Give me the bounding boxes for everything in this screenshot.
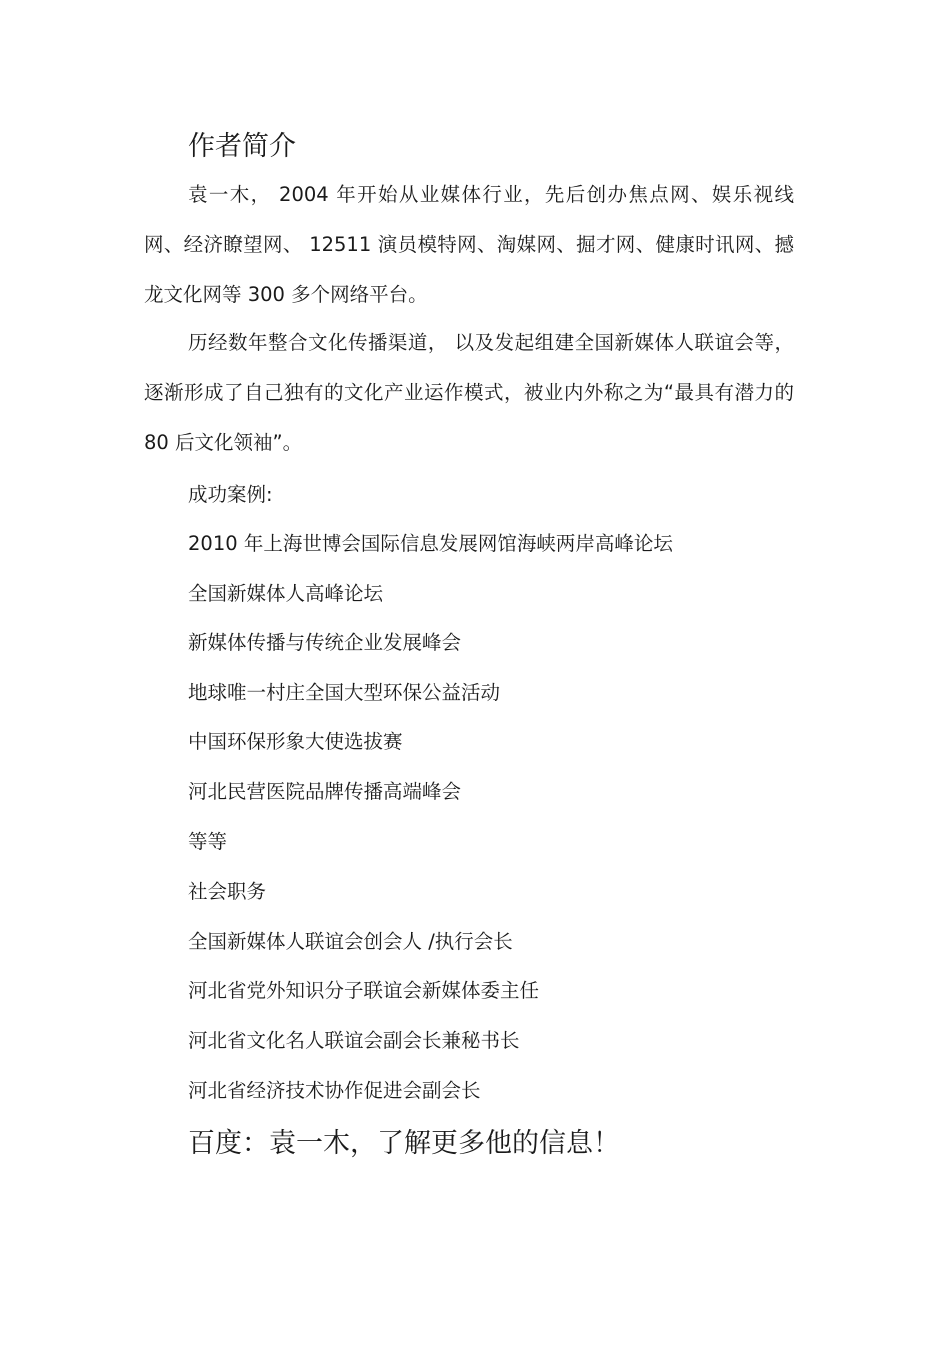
footer-note: 百度：袁一木，了解更多他的信息！: [188, 1128, 620, 1159]
intro-paragraph: 袁一木， 2004 年开始从业媒体行业，先后创办焦点网、娱乐视线网、经济瞭望网、 12511 演员模特网、淘媒网、掘才网、健康时讯网、撼龙文化网等 300 多个网络平台。: [144, 183, 794, 306]
case-item: 河北民营医院品牌传播高端峰会: [188, 780, 462, 803]
case-item: 等等: [188, 830, 228, 853]
role-item: 河北省党外知识分子联谊会新媒体委主任: [188, 979, 540, 1002]
cases-label: 成功案例:: [188, 483, 273, 506]
role-item: 全国新媒体人联谊会创会人 /执行会长: [188, 930, 513, 953]
career-paragraph: 历经数年整合文化传播渠道， 以及发起组建全国新媒体人联谊会等，逐渐形成了自己独有的文化产业运作模式，被业内外称之为“最具有潜力的 80 后文化领袖”。: [144, 331, 794, 454]
role-item: 河北省文化名人联谊会副会长兼秘书长: [188, 1029, 520, 1052]
role-item: 河北省经济技术协作促进会副会长: [188, 1079, 481, 1102]
case-item: 地球唯一村庄全国大型环保公益活动: [188, 681, 501, 704]
case-item: 2010 年上海世博会国际信息发展网馆海峡两岸高峰论坛: [188, 532, 673, 555]
page-title: 作者简介: [188, 131, 296, 162]
roles-label: 社会职务: [188, 880, 267, 903]
case-item: 中国环保形象大使选拔赛: [188, 730, 403, 753]
case-item: 新媒体传播与传统企业发展峰会: [188, 631, 462, 654]
case-item: 全国新媒体人高峰论坛: [188, 582, 384, 605]
